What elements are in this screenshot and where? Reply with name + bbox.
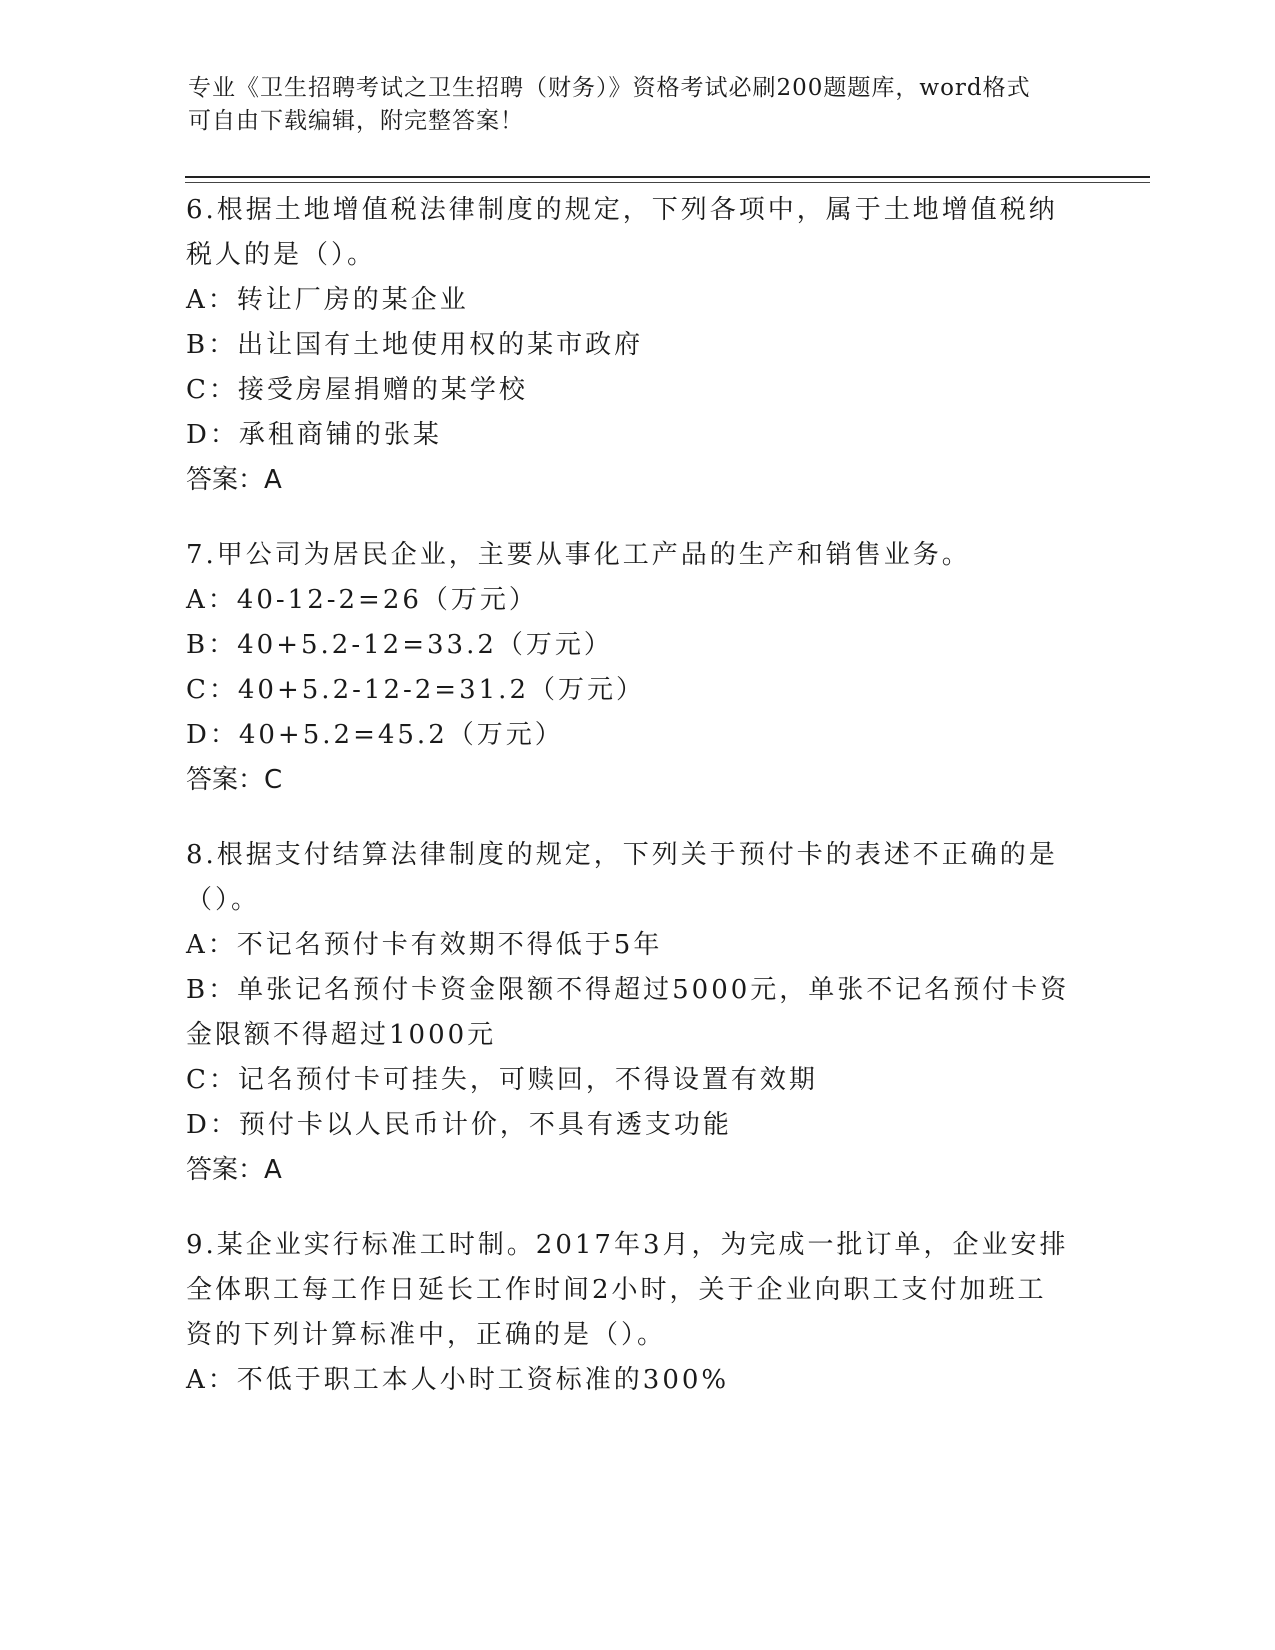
answer-label: 答案：A bbox=[186, 465, 282, 495]
option-b: B：单张记名预付卡资金限额不得超过5000元，单张不记名预付卡资 bbox=[186, 975, 1070, 1005]
question-stem-line: 7.甲公司为居民企业，主要从事化工产品的生产和销售业务。 bbox=[186, 540, 971, 570]
question-stem-line: 8.根据支付结算法律制度的规定，下列关于预付卡的表述不正确的是 bbox=[186, 840, 1058, 870]
question-8 bbox=[186, 833, 1086, 1193]
question-7 bbox=[186, 533, 1086, 803]
option-d: D：承租商铺的张某 bbox=[186, 420, 442, 450]
question-stem-line: 6.根据土地增值税法律制度的规定，下列各项中，属于土地增值税纳 bbox=[186, 195, 1058, 225]
option-c: C：接受房屋捐赠的某学校 bbox=[186, 375, 528, 405]
header-divider-thick bbox=[185, 176, 1150, 178]
option-b: B：出让国有土地使用权的某市政府 bbox=[186, 330, 644, 360]
option-d: D：40+5.2=45.2（万元） bbox=[186, 720, 564, 750]
option-c: C：记名预付卡可挂失，可赎回，不得设置有效期 bbox=[186, 1065, 818, 1095]
option-a: A：转让厂房的某企业 bbox=[186, 285, 469, 315]
question-stem-line: 全体职工每工作日延长工作时间2小时，关于企业向职工支付加班工 bbox=[186, 1275, 1047, 1305]
header-divider-thin bbox=[185, 182, 1150, 183]
question-9 bbox=[186, 1223, 1086, 1403]
option-a: A：不记名预付卡有效期不得低于5年 bbox=[186, 930, 663, 960]
document-header bbox=[188, 72, 1068, 138]
option-a: A：40-12-2=26（万元） bbox=[186, 585, 538, 615]
option-b-continued: 金限额不得超过1000元 bbox=[186, 1020, 497, 1050]
answer-label: 答案：C bbox=[186, 765, 283, 795]
question-stem-line: （）。 bbox=[186, 885, 261, 915]
option-a: A：不低于职工本人小时工资标准的300% bbox=[186, 1365, 730, 1395]
question-stem-line: 9.某企业实行标准工时制。2017年3月，为完成一批订单，企业安排 bbox=[186, 1230, 1069, 1260]
question-6 bbox=[186, 188, 1086, 503]
option-c: C：40+5.2-12-2=31.2（万元） bbox=[186, 675, 645, 705]
option-d: D：预付卡以人民币计价，不具有透支功能 bbox=[186, 1110, 732, 1140]
answer-label: 答案：A bbox=[186, 1155, 282, 1185]
question-list bbox=[186, 188, 1086, 1433]
option-b: B：40+5.2-12=33.2（万元） bbox=[186, 630, 613, 660]
question-stem-line: 税人的是（）。 bbox=[186, 240, 377, 270]
header-line-1: 专业《卫生招聘考试之卫生招聘（财务）》资格考试必刷200题题库，word格式 bbox=[188, 75, 1031, 101]
header-line-2: 可自由下载编辑，附完整答案！ bbox=[188, 108, 524, 134]
question-stem-line: 资的下列计算标准中，正确的是（）。 bbox=[186, 1320, 667, 1350]
